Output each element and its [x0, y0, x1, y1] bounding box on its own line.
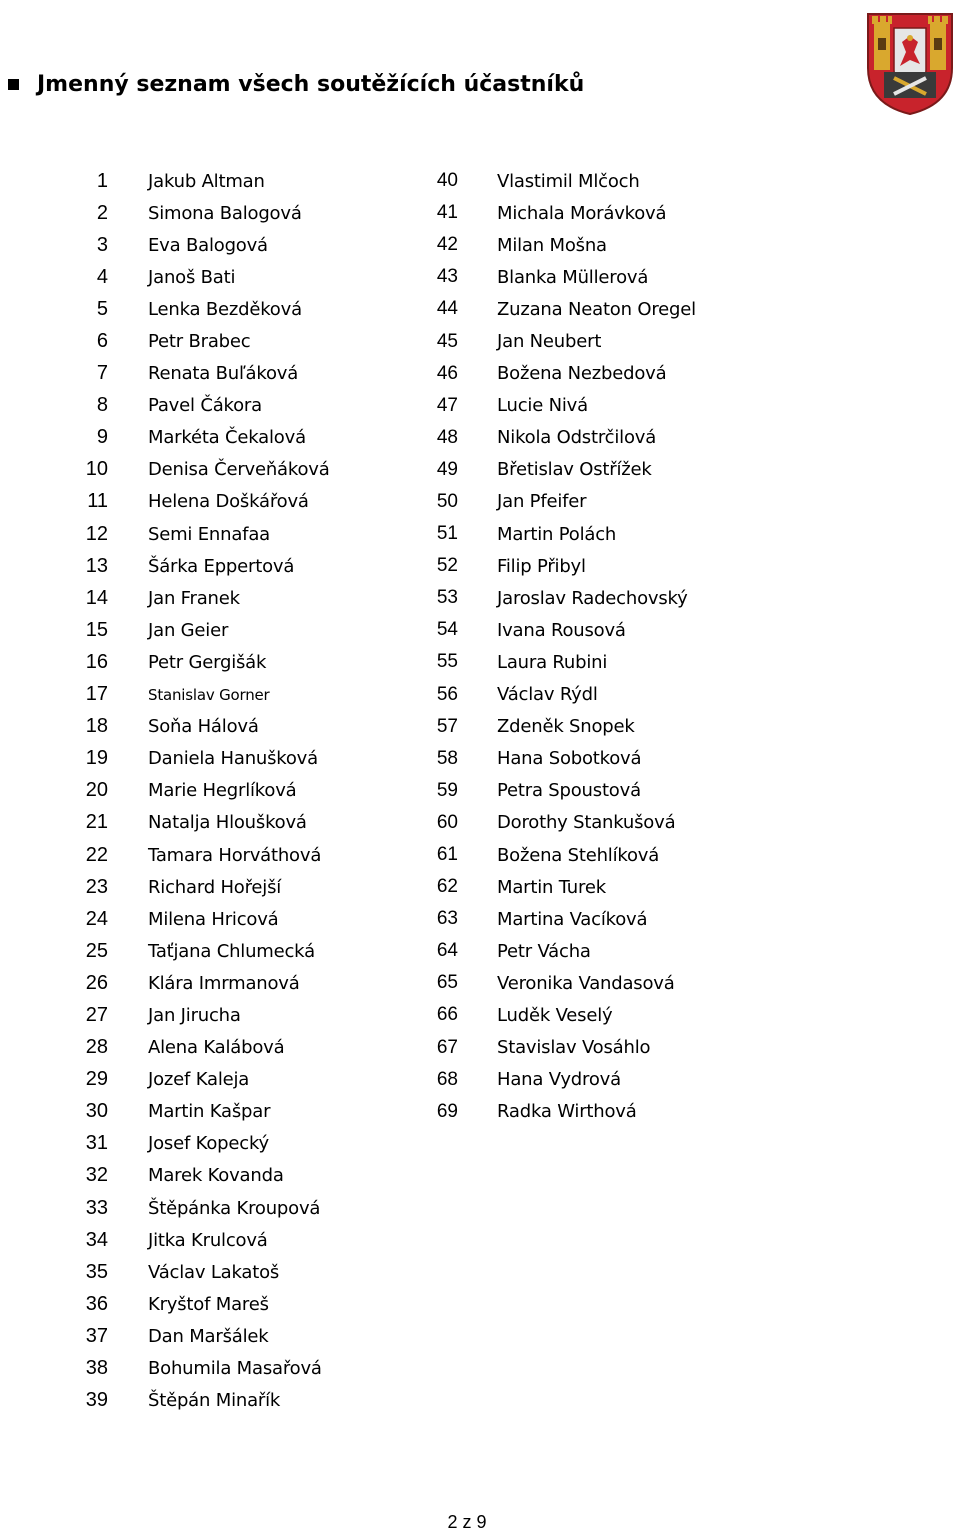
participant-name: Martin Turek	[497, 876, 606, 898]
participant-number: 46	[436, 362, 458, 384]
list-item	[410, 229, 696, 261]
list-item	[60, 1160, 330, 1192]
list-item	[60, 582, 330, 614]
list-item	[410, 422, 696, 454]
participant-number: 16	[85, 650, 108, 673]
list-item	[60, 1032, 330, 1064]
participant-number: 27	[85, 1003, 108, 1026]
participant-number: 68	[436, 1068, 458, 1090]
list-item	[60, 646, 330, 678]
participant-name: Denisa Červeňáková	[148, 459, 330, 481]
participant-name: Josef Kopecký	[148, 1133, 269, 1155]
participant-number: 67	[436, 1036, 458, 1058]
participant-name: Dorothy Stankušová	[497, 812, 676, 834]
participant-name: Veronika Vandasová	[497, 972, 675, 994]
participant-number: 14	[85, 586, 108, 609]
list-item	[60, 550, 330, 582]
list-item	[60, 679, 330, 711]
participant-name: Jozef Kaleja	[148, 1069, 250, 1091]
participant-name: Filip Přibyl	[497, 555, 586, 577]
list-item	[410, 165, 696, 197]
list-item	[60, 903, 330, 935]
list-item	[60, 422, 330, 454]
participant-name: Zuzana Neaton Oregel	[497, 298, 696, 320]
participant-number: 56	[436, 683, 458, 705]
participant-number: 44	[436, 298, 458, 320]
participant-name: Jan Geier	[148, 619, 229, 641]
participant-number: 24	[85, 907, 108, 930]
list-item	[60, 967, 330, 999]
participant-number: 34	[85, 1228, 108, 1251]
list-item	[410, 775, 696, 807]
participant-number: 12	[85, 522, 108, 545]
list-item	[410, 454, 696, 486]
list-item	[410, 358, 696, 390]
participant-name: Šárka Eppertová	[148, 555, 295, 577]
list-item	[60, 165, 330, 197]
bullet-icon	[8, 79, 19, 90]
list-item	[410, 325, 696, 357]
participant-number: 48	[436, 426, 458, 448]
list-item	[60, 871, 330, 903]
participant-name: Hana Sobotková	[497, 748, 642, 770]
participant-name: Taťjana Chlumecká	[148, 940, 315, 962]
participant-name: Simona Balogová	[148, 202, 302, 224]
participant-number: 64	[436, 940, 458, 962]
list-item	[60, 1256, 330, 1288]
list-item	[410, 967, 696, 999]
participant-number: 4	[96, 265, 108, 288]
participant-number: 66	[436, 1004, 458, 1026]
participant-number: 7	[96, 362, 108, 385]
list-item	[60, 1320, 330, 1352]
participant-number: 45	[436, 330, 458, 352]
participant-number: 30	[85, 1100, 108, 1123]
participant-name: Blanka Müllerová	[497, 266, 649, 288]
participant-number: 8	[96, 394, 108, 417]
list-item	[410, 679, 696, 711]
list-item	[410, 935, 696, 967]
participant-name: Semi Ennafaa	[148, 523, 270, 545]
participant-name: Martin Polách	[497, 523, 617, 545]
list-item	[60, 807, 330, 839]
participants-list-left	[60, 165, 330, 1417]
participant-name: Božena Stehlíková	[497, 844, 660, 866]
participant-name: Jakub Altman	[148, 170, 265, 192]
list-item	[410, 550, 696, 582]
list-item	[410, 839, 696, 871]
list-item	[60, 390, 330, 422]
list-item	[410, 582, 696, 614]
participant-name: Stavislav Vosáhlo	[497, 1037, 651, 1059]
list-item	[410, 1032, 696, 1064]
participant-number: 38	[85, 1357, 108, 1380]
participant-name: Laura Rubini	[497, 651, 608, 673]
participant-name: Milena Hricová	[148, 908, 279, 930]
participant-number: 13	[85, 554, 108, 577]
list-item	[410, 1096, 696, 1128]
participant-number: 55	[436, 651, 458, 673]
participant-number: 42	[436, 234, 458, 256]
list-item	[60, 486, 330, 518]
participant-name: Václav Rýdl	[497, 684, 598, 706]
participant-name: Richard Hořejší	[148, 876, 282, 898]
participant-name: Renata Buľáková	[148, 363, 299, 385]
participant-number: 32	[85, 1164, 108, 1187]
participant-name: Ivana Rousová	[497, 619, 626, 641]
list-item	[60, 1064, 330, 1096]
list-item	[60, 1288, 330, 1320]
participant-number: 23	[85, 875, 108, 898]
participant-number: 6	[96, 330, 108, 353]
participant-name: Kryštof Mareš	[148, 1293, 269, 1315]
list-item	[60, 1192, 330, 1224]
participant-number: 61	[436, 844, 458, 866]
participant-name: Milan Mošna	[497, 234, 607, 256]
participant-name: Luděk Veselý	[497, 1004, 613, 1026]
participant-number: 59	[436, 779, 458, 801]
list-item	[410, 486, 696, 518]
participant-name: Michala Morávková	[497, 202, 667, 224]
participant-number: 54	[436, 619, 458, 641]
participant-name: Martina Vacíková	[497, 908, 648, 930]
coat-of-arms-icon	[864, 8, 956, 116]
participant-number: 51	[436, 523, 458, 545]
list-item	[60, 1224, 330, 1256]
participant-name: Bohumila Masařová	[148, 1358, 322, 1380]
list-item	[410, 999, 696, 1031]
participant-name: Štěpánka Kroupová	[148, 1197, 321, 1219]
participant-name: Jitka Krulcová	[148, 1229, 268, 1251]
participant-name: Janoš Bati	[148, 266, 236, 288]
list-item	[60, 197, 330, 229]
list-item	[60, 358, 330, 390]
participant-number: 62	[436, 876, 458, 898]
heading-title: Jmenný seznam všech soutěžících účastníků	[37, 72, 585, 97]
participant-name: Pavel Čákora	[148, 395, 262, 417]
participant-name: Václav Lakatoš	[148, 1261, 280, 1283]
participant-number: 53	[436, 587, 458, 609]
participant-name: Tamara Horváthová	[148, 844, 322, 866]
participant-name: Jaroslav Radechovský	[497, 587, 688, 609]
participant-name: Jan Jirucha	[148, 1004, 241, 1026]
participant-number: 25	[85, 939, 108, 962]
list-item	[410, 197, 696, 229]
list-item	[410, 518, 696, 550]
participants-list-right	[410, 165, 696, 1128]
participant-name: Martin Kašpar	[148, 1101, 271, 1123]
participant-number: 47	[436, 394, 458, 416]
participant-name: Jan Neubert	[497, 331, 602, 353]
section-heading	[8, 72, 584, 97]
participant-number: 15	[85, 618, 108, 641]
participant-name: Zdeněk Snopek	[497, 716, 635, 738]
participant-number: 1	[96, 169, 108, 192]
list-item	[410, 903, 696, 935]
participant-name: Petr Brabec	[148, 331, 251, 353]
participant-name: Daniela Hanušková	[148, 748, 318, 770]
list-item	[60, 293, 330, 325]
participant-number: 10	[85, 458, 108, 481]
list-item	[60, 1096, 330, 1128]
participant-number: 57	[436, 715, 458, 737]
participant-number: 36	[85, 1292, 108, 1315]
participant-number: 21	[85, 811, 108, 834]
list-item	[60, 743, 330, 775]
participant-name: Natalja Hloušková	[148, 812, 307, 834]
participant-name: Marie Hegrlíková	[148, 780, 297, 802]
participant-name: Božena Nezbedová	[497, 363, 667, 385]
participant-number: 65	[436, 972, 458, 994]
list-item	[410, 807, 696, 839]
list-item	[60, 711, 330, 743]
list-item	[410, 1064, 696, 1096]
list-item	[60, 229, 330, 261]
participant-name: Štěpán Minařík	[148, 1390, 281, 1412]
participant-number: 20	[85, 779, 108, 802]
participant-number: 28	[85, 1036, 108, 1059]
list-item	[60, 454, 330, 486]
list-item	[410, 614, 696, 646]
list-item	[60, 775, 330, 807]
participant-number: 2	[96, 201, 108, 224]
participant-name: Jan Pfeifer	[497, 491, 587, 513]
participant-number: 26	[85, 971, 108, 994]
participant-number: 41	[436, 202, 458, 224]
participant-number: 37	[85, 1324, 108, 1347]
list-item	[410, 293, 696, 325]
participant-number: 49	[436, 458, 458, 480]
participant-number: 52	[436, 555, 458, 577]
list-item	[410, 871, 696, 903]
participant-name: Hana Vydrová	[497, 1069, 621, 1091]
participant-name: Soňa Hálová	[148, 716, 259, 738]
participant-name: Radka Wirthová	[497, 1101, 637, 1123]
participant-number: 35	[85, 1260, 108, 1283]
list-item	[60, 261, 330, 293]
list-item	[60, 518, 330, 550]
participant-number: 5	[96, 297, 108, 320]
participant-number: 22	[85, 843, 108, 866]
participant-name: Stanislav Gorner	[148, 685, 270, 704]
participant-number: 31	[85, 1132, 108, 1155]
participant-number: 17	[85, 683, 108, 706]
participant-name: Lenka Bezděková	[148, 298, 302, 320]
list-item	[410, 390, 696, 422]
participant-name: Markéta Čekalová	[148, 427, 306, 449]
participant-number: 9	[96, 426, 108, 449]
list-item	[60, 1385, 330, 1417]
participant-name: Petr Gergišák	[148, 651, 267, 673]
list-item	[60, 1352, 330, 1384]
participant-name: Klára Imrmanová	[148, 972, 300, 994]
participant-number: 58	[436, 747, 458, 769]
participant-name: Lucie Nivá	[497, 395, 588, 417]
participant-name: Alena Kalábová	[148, 1037, 285, 1059]
list-item	[60, 325, 330, 357]
list-item	[60, 999, 330, 1031]
participant-name: Marek Kovanda	[148, 1165, 284, 1187]
participant-number: 19	[85, 747, 108, 770]
list-item	[410, 711, 696, 743]
participant-number: 40	[436, 170, 458, 192]
participant-name: Nikola Odstrčilová	[497, 427, 657, 449]
list-item	[60, 935, 330, 967]
participant-number: 29	[85, 1068, 108, 1091]
list-item	[410, 261, 696, 293]
list-item	[410, 646, 696, 678]
list-item	[410, 743, 696, 775]
participant-number: 33	[85, 1196, 108, 1219]
participant-number: 69	[436, 1100, 458, 1122]
participant-number: 43	[436, 266, 458, 288]
participant-number: 50	[436, 490, 458, 512]
participant-name: Břetislav Ostřížek	[497, 459, 652, 481]
participant-number: 39	[85, 1389, 108, 1412]
participant-name: Jan Franek	[148, 587, 240, 609]
page-number: 2 z 9	[447, 1512, 487, 1532]
participant-name: Helena Doškářová	[148, 491, 309, 513]
participant-number: 60	[436, 811, 458, 833]
participant-name: Vlastimil Mlčoch	[497, 170, 640, 192]
participant-number: 3	[96, 233, 108, 256]
list-item	[60, 1128, 330, 1160]
participant-number: 63	[436, 908, 458, 930]
participant-number: 18	[85, 715, 108, 738]
participant-name: Dan Maršálek	[148, 1325, 269, 1347]
participant-number: 11	[87, 490, 108, 513]
participant-name: Petr Vácha	[497, 940, 591, 962]
list-item	[60, 839, 330, 871]
participant-name: Petra Spoustová	[497, 780, 641, 802]
list-item	[60, 614, 330, 646]
participant-name: Eva Balogová	[148, 234, 268, 256]
